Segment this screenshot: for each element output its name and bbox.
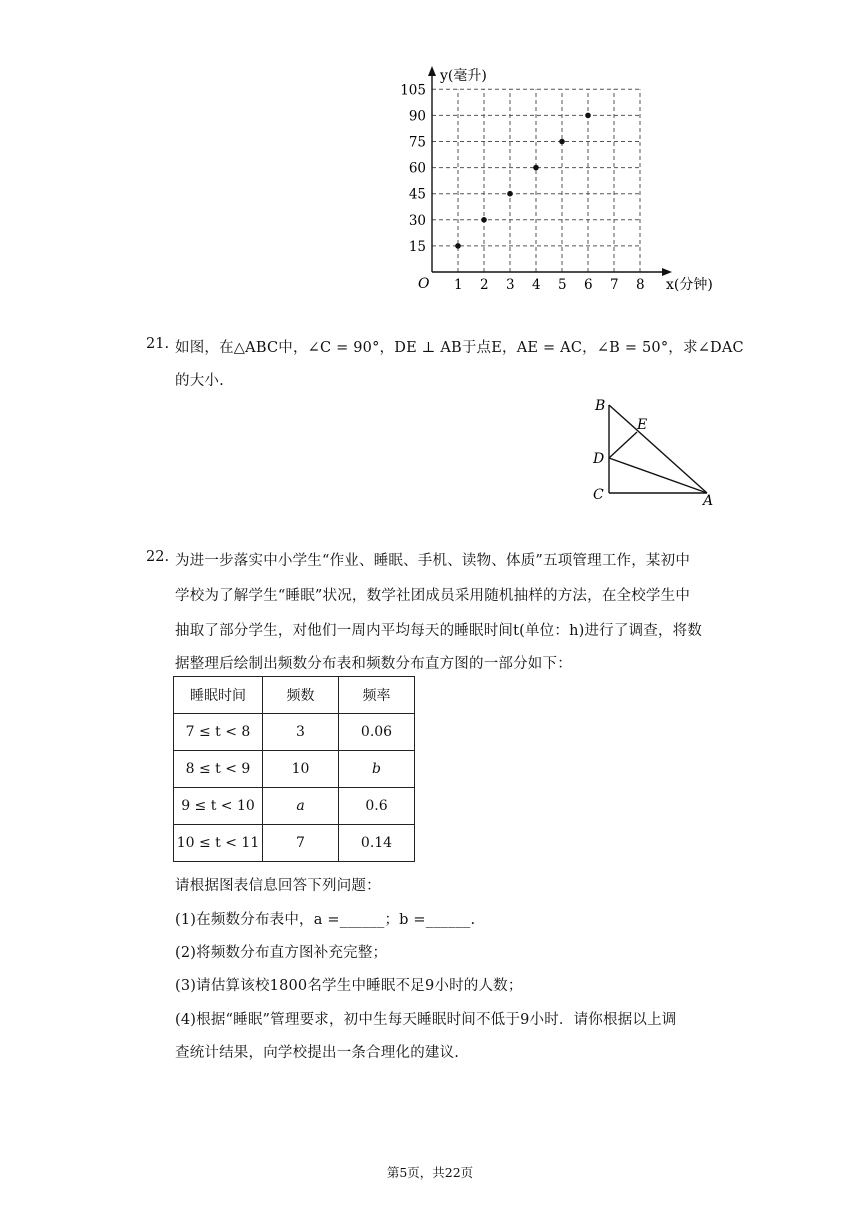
chart-tick-labels <box>400 82 644 293</box>
table-row <box>174 751 415 788</box>
vertex-label-c: C <box>593 487 604 503</box>
y-tick-label: 15 <box>408 238 426 255</box>
question-22-sub-3: (3)请估算该校1800名学生中睡眠不足9小时的人数； <box>175 978 523 994</box>
table-row <box>174 714 415 751</box>
x-axis-label: x(分钟) <box>666 277 713 293</box>
vertex-label-b: B <box>595 398 606 414</box>
question-22-number: 22. <box>146 549 170 565</box>
question-21-text-cont: 的大小. <box>175 373 224 389</box>
x-tick-label: 2 <box>480 277 489 293</box>
data-point <box>455 243 461 249</box>
chart-grid <box>432 89 640 272</box>
chart-points <box>455 113 591 249</box>
table-row <box>174 788 415 825</box>
table-header: 睡眠时间 <box>174 677 263 714</box>
table-row <box>174 825 415 862</box>
scatter-chart <box>0 60 860 360</box>
chart-axes <box>428 66 672 276</box>
question-22-line-2: 学校为了解学生“睡眠”状况，数学社团成员采用随机抽样的方法，在全校学生中 <box>175 588 691 604</box>
vertex-label-e: E <box>637 417 648 433</box>
table-cell: 7 <box>263 825 339 862</box>
question-22-sub-2: (2)将频数分布直方图补充完整； <box>175 945 388 961</box>
table-cell: 0.06 <box>339 714 415 751</box>
x-tick-label: 6 <box>584 277 593 293</box>
y-tick-label: 45 <box>408 186 426 203</box>
y-tick-label: 75 <box>408 134 426 151</box>
data-point <box>533 165 539 171</box>
vertex-label-a: A <box>703 493 714 509</box>
table-cell: 7 ≤ t < 8 <box>174 714 263 751</box>
y-tick-label: 90 <box>408 108 426 125</box>
frequency-table <box>173 676 415 862</box>
table-cell: 8 ≤ t < 9 <box>174 751 263 788</box>
table-cell: 10 ≤ t < 11 <box>174 825 263 862</box>
question-22-line-4: 据整理后绘制出频数分布表和频数分布直方图的一部分如下： <box>175 656 572 672</box>
question-21-number: 21. <box>146 336 170 352</box>
question-22-prompt: 请根据图表信息回答下列问题： <box>175 878 381 894</box>
vertex-label-d: D <box>593 451 605 467</box>
data-point <box>481 217 487 223</box>
question-21-text: 如图，在△ABC中，∠C = 90°，DE ⊥ AB于点E，AE = AC，∠B = 50°，求∠DAC <box>175 340 744 356</box>
x-tick-label: 7 <box>610 277 619 293</box>
x-tick-label: 5 <box>558 277 567 293</box>
table-cell: a <box>263 788 339 825</box>
triangle-figure <box>585 395 725 515</box>
x-tick-label: 4 <box>532 277 541 293</box>
table-cell: 9 ≤ t < 10 <box>174 788 263 825</box>
y-tick-label: 105 <box>400 82 426 99</box>
table-header: 频数 <box>263 677 339 714</box>
page-footer: 第5页，共22页 <box>386 1165 474 1180</box>
origin-label: O <box>418 276 430 292</box>
y-tick-label: 30 <box>408 212 426 229</box>
question-22-line-3: 抽取了部分学生，对他们一周内平均每天的睡眠时间t(单位：h)进行了调查，将数 <box>175 623 703 639</box>
data-point <box>507 191 513 197</box>
question-22-sub-1: (1)在频数分布表中，a =______；b =______. <box>175 912 476 928</box>
table-header: 频率 <box>339 677 415 714</box>
y-tick-label: 60 <box>408 160 426 177</box>
data-point <box>559 139 565 145</box>
question-22-line-1: 为进一步落实中小学生“作业、睡眠、手机、读物、体质”五项管理工作，某初中 <box>175 553 691 569</box>
question-22-sub-4-cont: 查统计结果，向学校提出一条合理化的建议. <box>175 1045 460 1061</box>
x-tick-label: 8 <box>636 277 645 293</box>
data-point <box>585 113 591 119</box>
x-tick-label: 3 <box>506 277 515 293</box>
question-22-sub-4: (4)根据“睡眠”管理要求，初中生每天睡眠时间不低于9小时．请你根据以上调 <box>175 1012 677 1028</box>
table-header-row <box>174 677 415 714</box>
table-cell: 0.6 <box>339 788 415 825</box>
table-cell: 3 <box>263 714 339 751</box>
x-tick-label: 1 <box>454 277 463 293</box>
table-cell: b <box>339 751 415 788</box>
y-axis-label: y(毫升) <box>440 68 487 84</box>
y-axis-arrow <box>428 66 436 76</box>
table-cell: 10 <box>263 751 339 788</box>
table-cell: 0.14 <box>339 825 415 862</box>
x-axis-arrow <box>662 268 672 276</box>
